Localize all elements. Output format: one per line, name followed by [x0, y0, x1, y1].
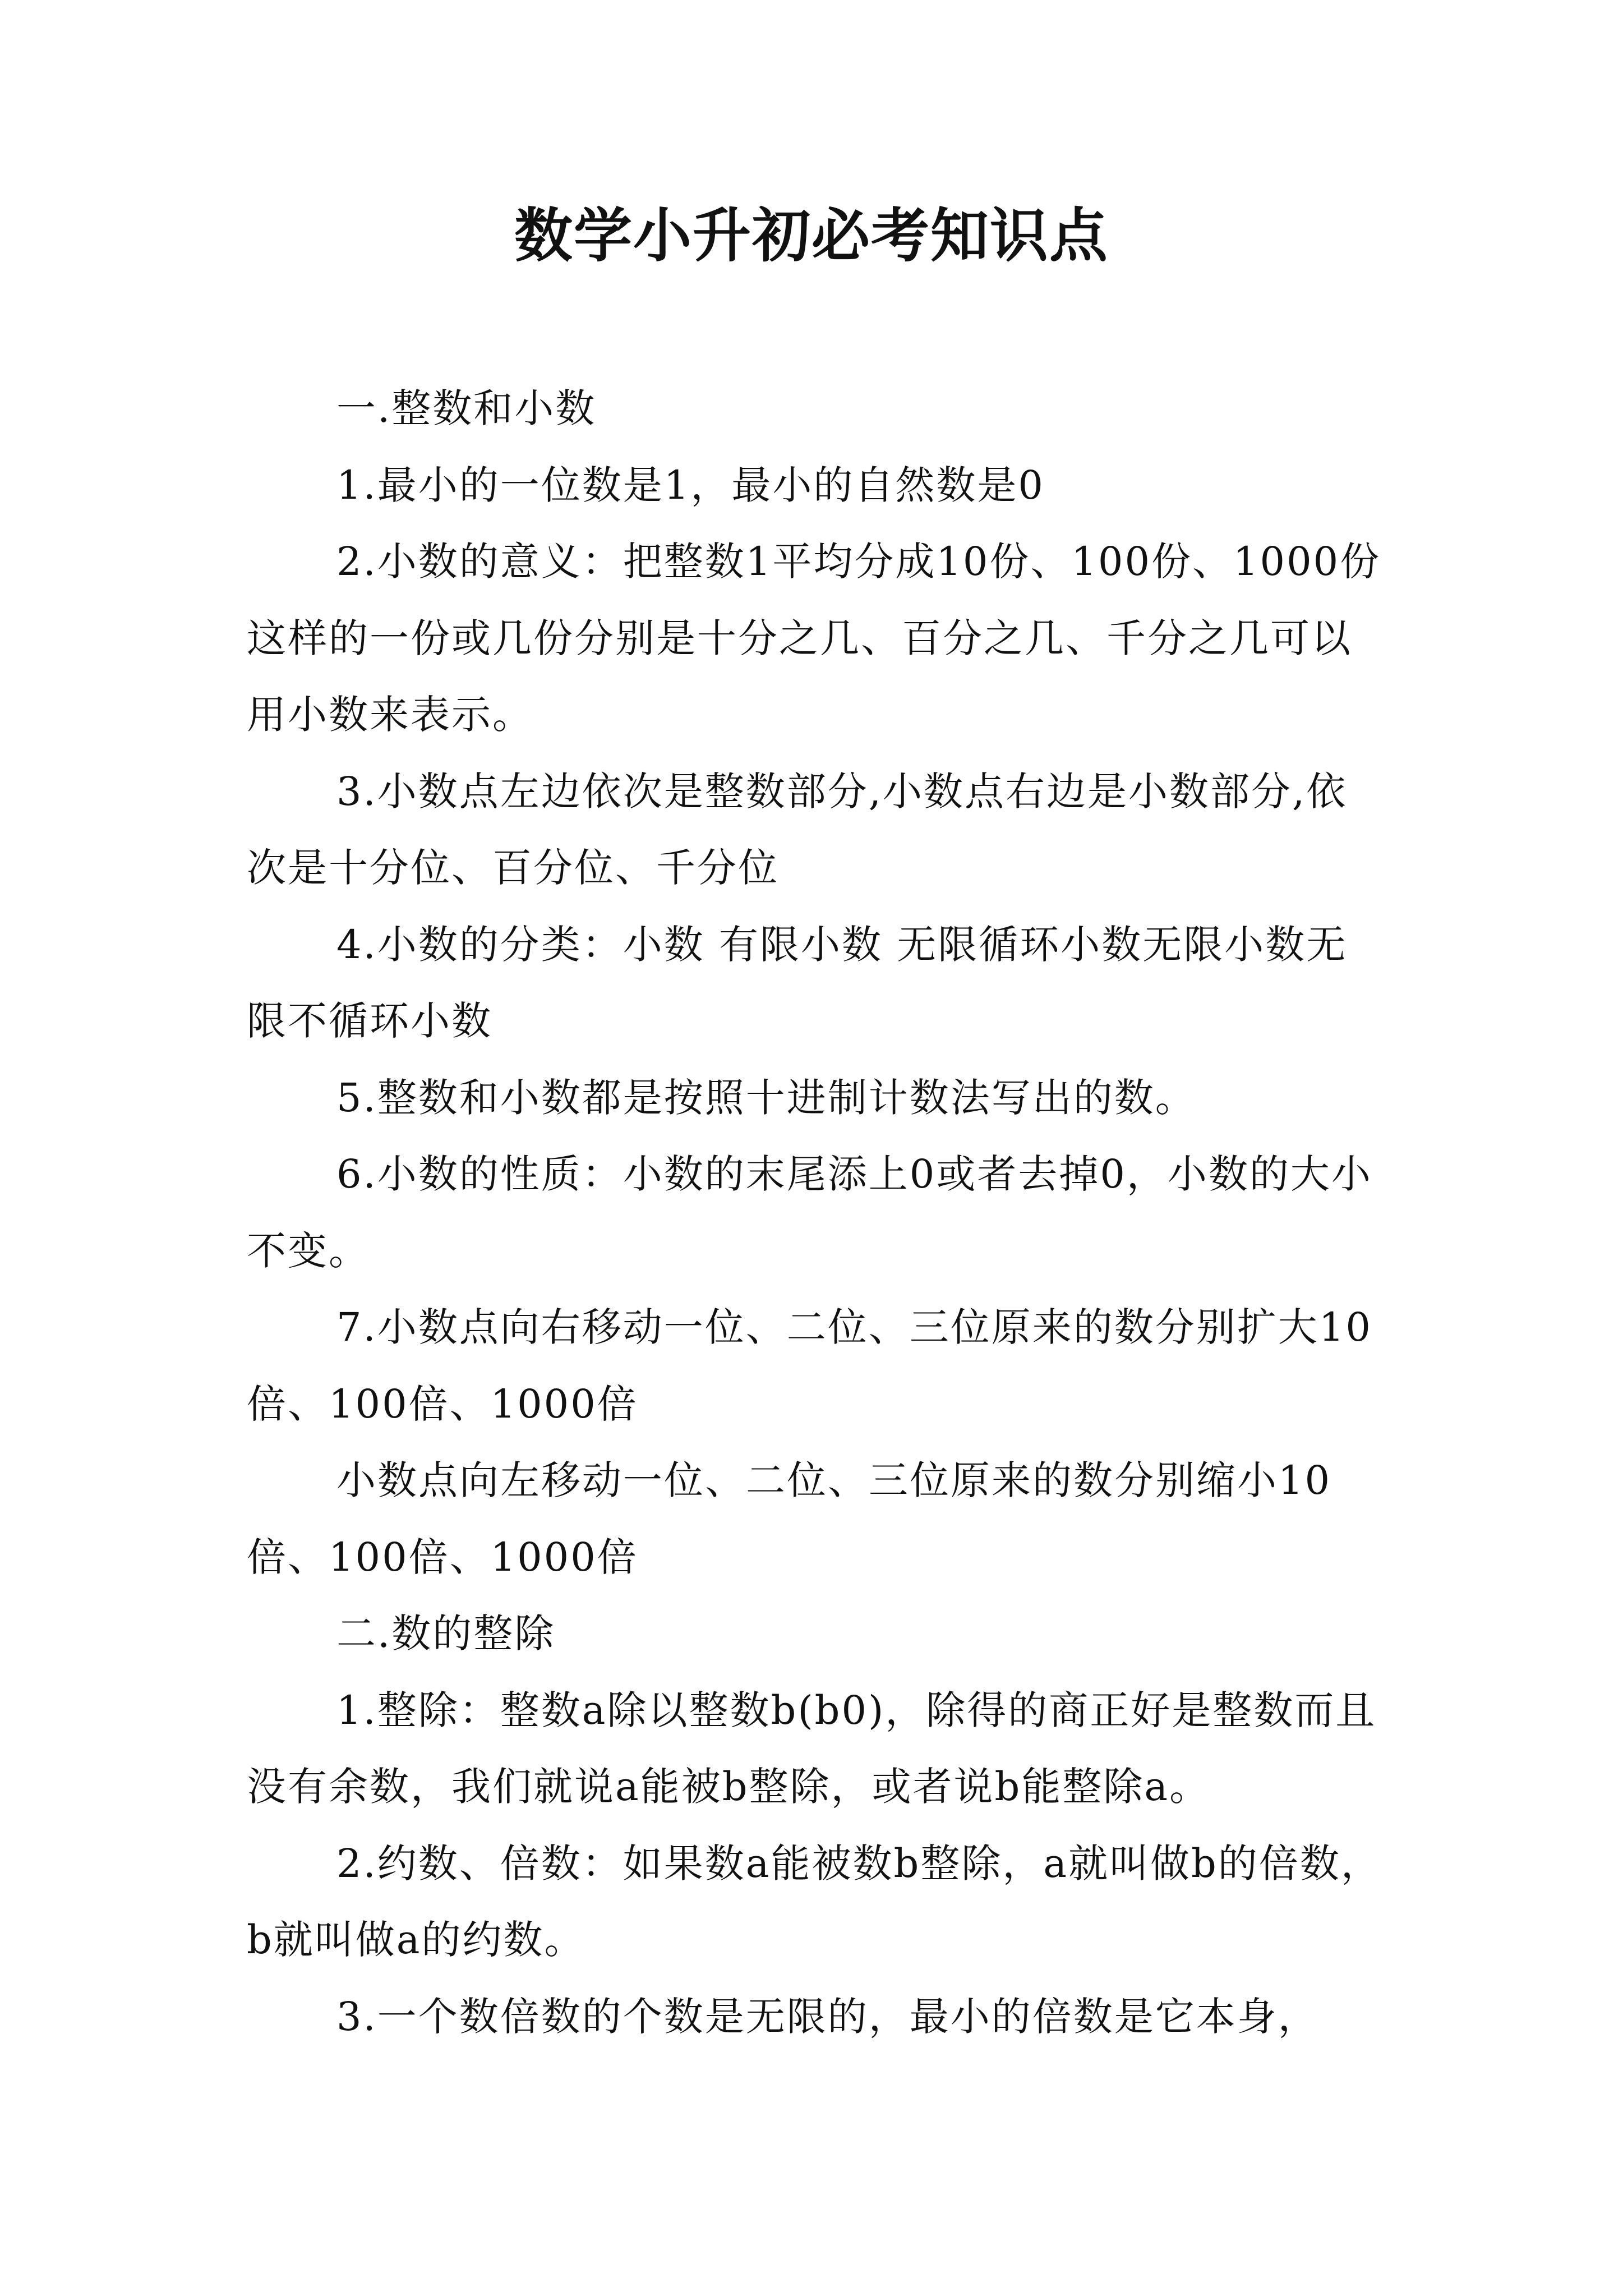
paragraph-item-2: 2.小数的意义：把整数1平均分成10份、100份、1000份这样的一份或几份分别是十分之几、百分之几、千分之几可以用小数来表示。: [247, 539, 1381, 738]
paragraph-divisibility-3: 3.一个数倍数的个数是无限的，最小的倍数是它本身，: [336, 1993, 1319, 2040]
section-heading-divisibility: 二.数的整除: [336, 1611, 556, 1657]
section-heading-integers-decimals: 一.整数和小数: [336, 385, 597, 431]
paragraph-item-7-continued: 小数点向左移动一位、二位、三位原来的数分别缩小10倍、100倍、1000倍: [247, 1457, 1332, 1580]
paragraph-item-4: 4.小数的分类：小数 有限小数 无限循环小数无限小数无限不循环小数: [247, 921, 1348, 1044]
document-title: 数学小升初必考知识点: [514, 201, 1109, 270]
paragraph-divisibility-1: 1.整除：整数a除以整数b(b0)，除得的商正好是整数而且没有余数，我们就说a能被b整除，或者说b能整除a。: [247, 1687, 1377, 1810]
paragraph-divisibility-2: 2.约数、倍数：如果数a能被数b整除，a就叫做b的倍数，b就叫做a的约数。: [247, 1840, 1382, 1963]
paragraph-item-5: 5.整数和小数都是按照十进制计数法写出的数。: [336, 1074, 1196, 1121]
paragraph-item-7: 7.小数点向右移动一位、二位、三位原来的数分别扩大10倍、100倍、1000倍: [247, 1304, 1372, 1427]
paragraph-item-1: 1.最小的一位数是1，最小的自然数是0: [336, 462, 1045, 508]
document-body: [247, 370, 1385, 2055]
paragraph-item-3: 3.小数点左边依次是整数部分,小数点右边是小数部分,依次是十分位、百分位、千分位: [247, 768, 1348, 891]
paragraph-item-6: 6.小数的性质：小数的末尾添上0或者去掉0，小数的大小不变。: [247, 1151, 1372, 1274]
